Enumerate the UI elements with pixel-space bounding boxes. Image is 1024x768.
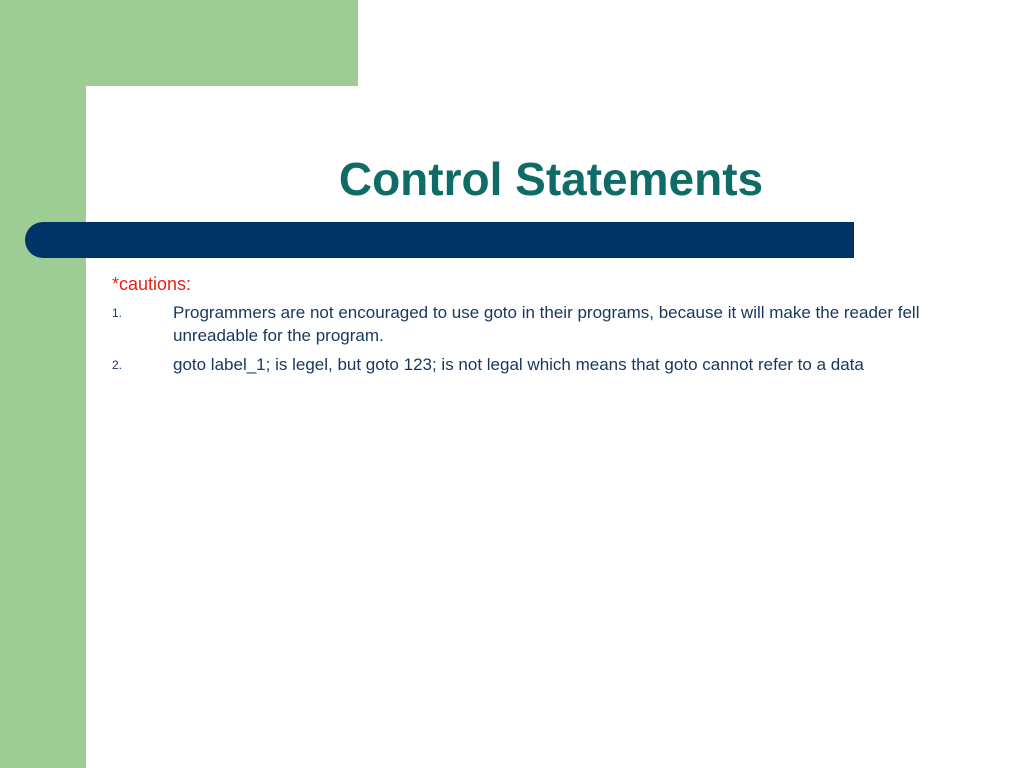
slide-content [112, 271, 992, 383]
green-left-accent [0, 0, 86, 768]
list-item-number: 1. [112, 306, 123, 320]
list-item-number: 2. [112, 358, 123, 372]
list-item [112, 301, 992, 347]
list-item-text: goto label_1; is legel, but goto 123; is not legal which means that goto cannot refer to a data [173, 355, 864, 374]
list-item [112, 353, 992, 377]
slide-title: Control Statements [338, 153, 764, 205]
title-underline-bar [25, 222, 854, 258]
list-item-text: Programmers are not encouraged to use goto in their programs, because it will make the reader fell unreadable for the program. [173, 303, 920, 345]
cautions-heading: *cautions: [112, 274, 192, 294]
